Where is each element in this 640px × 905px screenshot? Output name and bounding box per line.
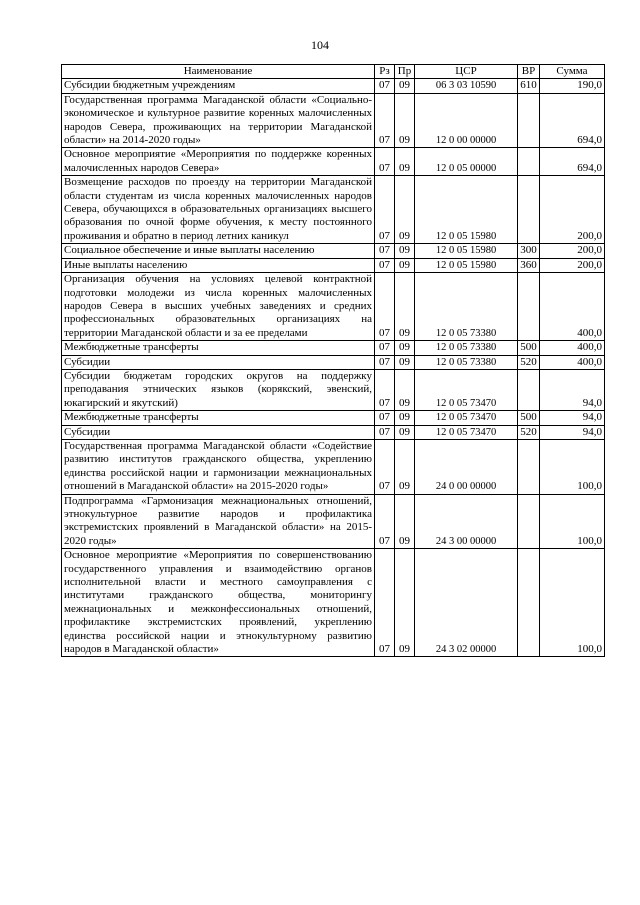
row-pr: 09 [395, 369, 415, 410]
table-row [62, 355, 605, 369]
row-name: Субсидии [62, 425, 375, 439]
row-name: Межбюджетные трансферты [62, 411, 375, 425]
budget-table [61, 64, 605, 657]
row-vr: 500 [518, 411, 540, 425]
row-name: Субсидии бюджетам городских округов на поддержку преподавания этнических языков (корякский, эвенский, юкагирский и якутский) [62, 369, 375, 410]
row-pr: 09 [395, 176, 415, 244]
row-rz: 07 [375, 176, 395, 244]
row-rz: 07 [375, 494, 395, 549]
table-row [62, 176, 605, 244]
row-sum: 694,0 [540, 93, 605, 148]
row-sum: 94,0 [540, 411, 605, 425]
row-rz: 07 [375, 258, 395, 272]
row-csr: 06 3 03 10590 [415, 79, 518, 93]
row-rz: 07 [375, 93, 395, 148]
row-vr [518, 176, 540, 244]
header-rz: Рз [375, 65, 395, 79]
row-pr: 09 [395, 93, 415, 148]
row-sum: 400,0 [540, 273, 605, 341]
row-sum: 100,0 [540, 549, 605, 657]
row-rz: 07 [375, 244, 395, 258]
row-vr: 520 [518, 425, 540, 439]
row-rz: 07 [375, 355, 395, 369]
row-vr [518, 494, 540, 549]
row-rz: 07 [375, 148, 395, 176]
page-number: 104 [311, 38, 329, 52]
row-csr: 12 0 05 73380 [415, 273, 518, 341]
row-rz: 07 [375, 549, 395, 657]
row-rz: 07 [375, 425, 395, 439]
row-vr: 520 [518, 355, 540, 369]
row-csr: 24 3 00 00000 [415, 494, 518, 549]
table-row [62, 425, 605, 439]
table-row [62, 369, 605, 410]
table-row [62, 148, 605, 176]
row-sum: 694,0 [540, 148, 605, 176]
row-name: Социальное обеспечение и иные выплаты населению [62, 244, 375, 258]
row-csr: 24 3 02 00000 [415, 549, 518, 657]
table-row [62, 273, 605, 341]
row-csr: 12 0 00 00000 [415, 93, 518, 148]
table-row [62, 79, 605, 93]
row-sum: 200,0 [540, 244, 605, 258]
row-name: Подпрограмма «Гармонизация межнациональных отношений, этнокультурное развитие народов и профилактика экстремистских проявлений в Магаданской области» на 2015-2020 годы» [62, 494, 375, 549]
row-sum: 200,0 [540, 176, 605, 244]
row-rz: 07 [375, 411, 395, 425]
row-vr [518, 93, 540, 148]
row-sum: 100,0 [540, 439, 605, 494]
row-name: Государственная программа Магаданской области «Содействие развитию институтов гражданского общества, укреплению единства российской нации и гармонизации межнациональных отношений в Магаданской области» на 2015-2020 годы» [62, 439, 375, 494]
row-rz: 07 [375, 369, 395, 410]
row-sum: 190,0 [540, 79, 605, 93]
row-csr: 12 0 05 73470 [415, 369, 518, 410]
row-name: Государственная программа Магаданской области «Социально-экономическое и культурное развитие коренных малочисленных народов Севера, проживающих на территории Магаданской области» на 2014-2020 годы» [62, 93, 375, 148]
row-csr: 12 0 05 73470 [415, 425, 518, 439]
table-row [62, 244, 605, 258]
row-name: Субсидии [62, 355, 375, 369]
row-vr: 610 [518, 79, 540, 93]
row-pr: 09 [395, 549, 415, 657]
header-sum: Сумма [540, 65, 605, 79]
table-row [62, 494, 605, 549]
row-name: Основное мероприятие «Мероприятия по совершенствованию государственного управления и взаимодействию органов исполнительной власти и местного самоуправления с институтами гражданского общества, мониторингу межнациональных и межконфессиональных отношений, профилактике экстремистских проявлений, укреплению единства российской нации и этнокультурному развитию народов в Магаданской области» [62, 549, 375, 657]
row-vr [518, 148, 540, 176]
header-csr: ЦСР [415, 65, 518, 79]
row-sum: 400,0 [540, 355, 605, 369]
row-csr: 12 0 05 73470 [415, 411, 518, 425]
row-pr: 09 [395, 258, 415, 272]
table-row [62, 549, 605, 657]
row-vr: 500 [518, 341, 540, 355]
table-row [62, 341, 605, 355]
row-name: Иные выплаты населению [62, 258, 375, 272]
row-sum: 94,0 [540, 425, 605, 439]
table-row [62, 439, 605, 494]
row-pr: 09 [395, 411, 415, 425]
table-row [62, 411, 605, 425]
row-pr: 09 [395, 425, 415, 439]
table-header-row [62, 65, 605, 79]
row-name: Организация обучения на условиях целевой контрактной подготовки молодежи из числа коренных малочисленных народов Севера в высших учебных заведениях и средних профессиональных образовательных организациях на территории Магаданской области и за ее пределами [62, 273, 375, 341]
row-vr: 300 [518, 244, 540, 258]
row-sum: 100,0 [540, 494, 605, 549]
table-row [62, 258, 605, 272]
row-pr: 09 [395, 341, 415, 355]
row-pr: 09 [395, 439, 415, 494]
table-row [62, 93, 605, 148]
row-csr: 12 0 05 15980 [415, 258, 518, 272]
row-name: Возмещение расходов по проезду на территории Магаданской области студентам из числа коренных малочисленных народов Севера, обучающихся в образовательных организациях высшего образования по очной форме обучения, к месту постоянного проживания и обратно в период летних каникул [62, 176, 375, 244]
header-name: Наименование [62, 65, 375, 79]
row-csr: 12 0 05 00000 [415, 148, 518, 176]
row-rz: 07 [375, 273, 395, 341]
row-pr: 09 [395, 79, 415, 93]
header-vr: ВР [518, 65, 540, 79]
row-pr: 09 [395, 273, 415, 341]
row-vr: 360 [518, 258, 540, 272]
row-csr: 12 0 05 73380 [415, 355, 518, 369]
row-vr [518, 549, 540, 657]
row-pr: 09 [395, 355, 415, 369]
row-name: Субсидии бюджетным учреждениям [62, 79, 375, 93]
row-csr: 24 0 00 00000 [415, 439, 518, 494]
row-vr [518, 439, 540, 494]
row-vr [518, 369, 540, 410]
row-sum: 94,0 [540, 369, 605, 410]
row-sum: 200,0 [540, 258, 605, 272]
row-pr: 09 [395, 494, 415, 549]
row-vr [518, 273, 540, 341]
row-pr: 09 [395, 244, 415, 258]
row-csr: 12 0 05 15980 [415, 244, 518, 258]
row-rz: 07 [375, 439, 395, 494]
row-rz: 07 [375, 79, 395, 93]
row-sum: 400,0 [540, 341, 605, 355]
row-csr: 12 0 05 73380 [415, 341, 518, 355]
row-rz: 07 [375, 341, 395, 355]
row-name: Межбюджетные трансферты [62, 341, 375, 355]
row-pr: 09 [395, 148, 415, 176]
header-pr: Пр [395, 65, 415, 79]
row-csr: 12 0 05 15980 [415, 176, 518, 244]
row-name: Основное мероприятие «Мероприятия по поддержке коренных малочисленных народов Севера» [62, 148, 375, 176]
